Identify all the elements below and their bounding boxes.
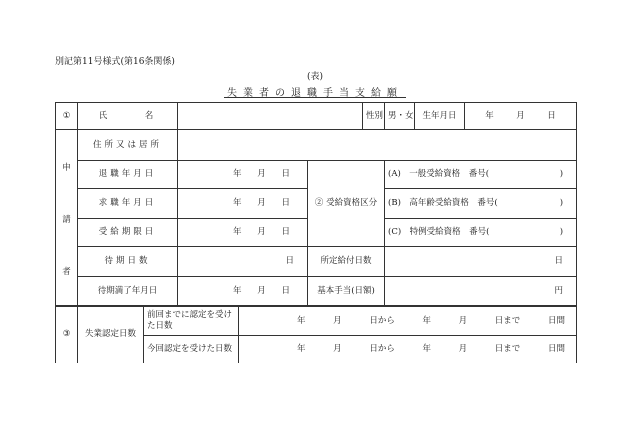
basic-allowance-unit: 円 — [554, 285, 564, 296]
retire-date-field[interactable] — [178, 161, 308, 189]
prev-from-year: 年 — [297, 315, 306, 326]
benefit-limit-month-unit: 月 — [257, 227, 266, 237]
this-to-day: 日まで — [494, 343, 521, 354]
prev-to-month: 月 — [458, 315, 468, 326]
address-label: 住所又は居所 — [78, 130, 178, 161]
waiting-end-date-field[interactable] — [178, 277, 308, 306]
qualification-b[interactable] — [385, 189, 577, 219]
basic-allowance-label: 基本手当(日額) — [308, 277, 385, 306]
qualification-c-label: (C) 特例受給資格 番号( — [388, 227, 490, 237]
name-field[interactable] — [178, 103, 363, 130]
qualification-b-close: ) — [559, 198, 564, 208]
retire-month-unit: 月 — [257, 169, 266, 179]
certification-table — [55, 306, 577, 363]
front-side-label: (表) — [306, 72, 324, 82]
applicant-table — [55, 102, 577, 306]
qualification-a-close: ) — [559, 169, 564, 179]
form-caption: 別記第11号様式(第16条関係) — [55, 57, 175, 67]
job-apply-date-label: 求職年月日 — [78, 189, 178, 219]
prescribed-days-unit: 日 — [554, 256, 564, 266]
prev-to-year: 年 — [422, 315, 431, 326]
basic-allowance-field[interactable] — [385, 277, 577, 306]
section1-number: ① — [56, 103, 78, 130]
address-field[interactable] — [178, 130, 577, 161]
birth-day-unit: 日 — [547, 110, 556, 121]
qualification-label: ② 受給資格区分 — [308, 161, 385, 247]
this-cert-field[interactable] — [239, 336, 577, 363]
waiting-end-year-unit: 年 — [233, 285, 242, 296]
this-from-month: 月 — [333, 343, 342, 354]
benefit-limit-year-unit: 年 — [233, 227, 242, 237]
prev-from-month: 月 — [333, 315, 342, 326]
waiting-days-field[interactable] — [178, 247, 308, 277]
retire-year-unit: 年 — [233, 169, 242, 179]
this-from-year: 年 — [297, 343, 306, 354]
section3-number: ③ — [56, 307, 78, 363]
qualification-a[interactable] — [385, 161, 577, 189]
qualification-a-label: (A) 一般受給資格 番号( — [388, 169, 490, 179]
prev-from-day: 日から — [369, 315, 395, 326]
name-label: 氏 名 — [78, 103, 178, 130]
this-to-year: 年 — [422, 343, 431, 354]
this-days-unit: 日間 — [547, 343, 565, 354]
job-apply-month-unit: 月 — [257, 198, 266, 208]
birth-date-field[interactable] — [465, 103, 577, 130]
prev-to-day: 日まで — [494, 315, 521, 326]
qualification-c[interactable] — [385, 219, 577, 247]
sex-options[interactable]: 男・女 — [385, 103, 415, 130]
waiting-days-label: 待期日数 — [78, 247, 178, 277]
waiting-end-month-unit: 月 — [257, 285, 266, 296]
sex-label: 性別 — [363, 103, 385, 130]
benefit-limit-date-label: 受給期限日 — [78, 219, 178, 247]
prev-cert-field[interactable] — [239, 307, 577, 336]
retire-day-unit: 日 — [281, 169, 290, 179]
prev-cert-label: 前回までに認定を受けた日数 — [144, 307, 239, 336]
this-to-month: 月 — [458, 343, 468, 354]
benefit-limit-date-field[interactable] — [178, 219, 308, 247]
cert-days-label: 失業認定日数 — [78, 307, 144, 363]
this-from-day: 日から — [369, 343, 395, 354]
title-underline — [224, 97, 406, 98]
form-title: 失業者の退職手当支給願 — [227, 88, 403, 99]
waiting-end-date-label: 待期満了年月日 — [78, 277, 178, 306]
job-apply-date-field[interactable] — [178, 189, 308, 219]
applicant-char-1: 申 — [62, 162, 71, 173]
job-apply-year-unit: 年 — [233, 198, 242, 208]
applicant-vertical-label — [56, 130, 78, 306]
this-cert-label: 今回認定を受けた日数 — [144, 336, 239, 363]
waiting-days-unit: 日 — [285, 256, 294, 266]
qualification-b-label: (B) 高年齢受給資格 番号( — [388, 198, 498, 208]
retire-date-label: 退職年月日 — [78, 161, 178, 189]
birth-date-label: 生年月日 — [415, 103, 465, 130]
job-apply-day-unit: 日 — [281, 198, 290, 208]
waiting-end-day-unit: 日 — [281, 285, 290, 296]
prev-days-unit: 日間 — [547, 315, 565, 326]
applicant-char-2: 請 — [62, 214, 71, 225]
benefit-limit-day-unit: 日 — [281, 227, 290, 237]
prescribed-days-label: 所定給付日数 — [308, 247, 385, 277]
applicant-char-3: 者 — [62, 266, 71, 277]
qualification-c-close: ) — [559, 227, 564, 237]
birth-month-unit: 月 — [516, 110, 525, 121]
birth-year-unit: 年 — [485, 110, 494, 121]
prescribed-days-field[interactable] — [385, 247, 577, 277]
